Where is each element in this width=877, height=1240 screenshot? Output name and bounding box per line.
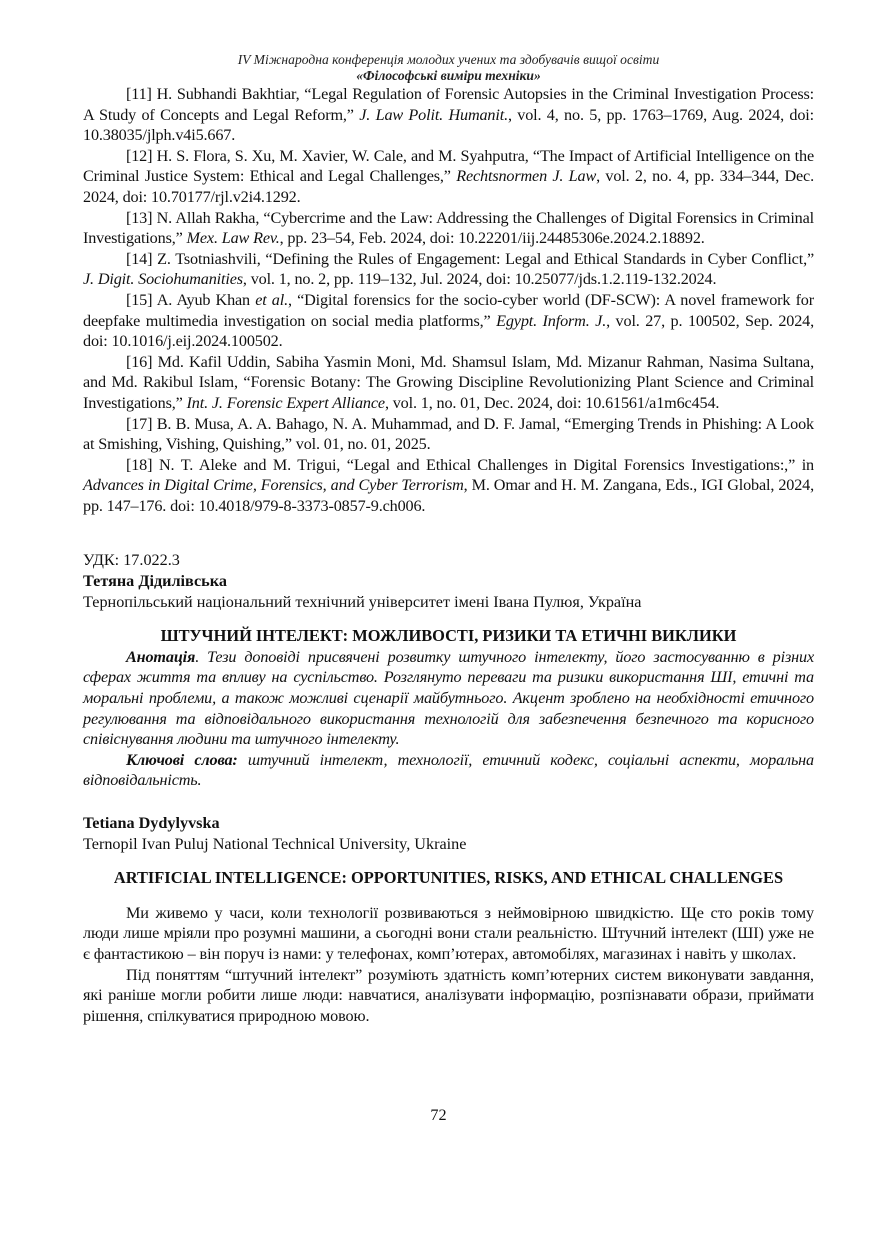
reference-item: [16] Md. Kafil Uddin, Sabiha Yasmin Moni, Md. Shamsul Islam, Md. Mizanur Rahman, Nasima Sultana, and Md. Rakibul Islam, “Forensic Botany: The Growing Discipline Revolutionizing Plant Science and Criminal Investigations,” Int. J. Forensic Expert Alliance, vol. 1, no. 01, Dec. 2024, doi: 10.61561/a1m6c454. bbox=[83, 352, 814, 412]
document-page bbox=[83, 52, 814, 1026]
affiliation-en: Ternopil Ivan Puluj National Technical University, Ukraine bbox=[83, 834, 467, 853]
keywords: Ключові слова: штучний інтелект, технології, етичний кодекс, соціальні аспекти, моральна відповідальність. bbox=[83, 750, 814, 790]
conference-title: «Філософські виміри техніки» bbox=[356, 68, 541, 83]
reference-item: [13] N. Allah Rakha, “Cybercrime and the Law: Addressing the Challenges of Digital Forensics in Criminal Investigations,” Mex. Law Rev., pp. 23–54, Feb. 2024, doi: 10.22201/iij.24485306e.2024.2.18892. bbox=[83, 208, 814, 248]
body-paragraph: Ми живемо у часи, коли технології розвиваються з неймовірною швидкістю. Ще сто років тому люди лише мріяли про розумні машини, а сьогодні вони стали реальністю. Штучний інтелект (ШІ) уже не є фантастикою – він поруч із нами: у телефонах, комп’ютерах, автомобілях, магазинах і навіть у школах. bbox=[83, 903, 814, 963]
reference-item: [18] N. T. Aleke and M. Trigui, “Legal and Ethical Challenges in Digital Forensics Investigations:,” in Advances in Digital Crime, Forensics, and Cyber Terrorism, M. Omar and H. M. Zangana, Eds., IGI Global, 2024, pp. 147–176. doi: 10.4018/979-8-3373-0857-9.ch006. bbox=[83, 455, 814, 515]
conference-name: IV Міжнародна конференція молодих учених та здобувачів вищої освіти bbox=[237, 52, 660, 67]
reference-list bbox=[83, 84, 814, 516]
running-header bbox=[83, 52, 814, 84]
udc-code: УДК: 17.022.3 bbox=[83, 551, 180, 570]
article-title-en: ARTIFICIAL INTELLIGENCE: OPPORTUNITIES, RISKS, AND ETHICAL CHALLENGES bbox=[113, 868, 784, 888]
reference-item: [17] B. B. Musa, A. A. Bahago, N. A. Muhammad, and D. F. Jamal, “Emerging Trends in Phishing: A Look at Smishing, Vishing, Quishing,” vol. 01, no. 01, 2025. bbox=[83, 414, 814, 454]
reference-item: [14] Z. Tsotniashvili, “Defining the Rules of Engagement: Legal and Ethical Standards in Cyber Conflict,” J. Digit. Sociohumanities, vol. 1, no. 2, pp. 119–132, Jul. 2024, doi: 10.25077/jds.1.2.119-132.2024. bbox=[83, 249, 814, 289]
reference-item: [15] A. Ayub Khan et al., “Digital forensics for the socio-cyber world (DF-SCW): A novel framework for deepfake multimedia investigation on social media platforms,” Egypt. Inform. J., vol. 27, p. 100502, Sep. 2024, doi: 10.1016/j.eij.2024.100502. bbox=[83, 290, 814, 351]
article-title-ua: ШТУЧНИЙ ІНТЕЛЕКТ: МОЖЛИВОСТІ, РИЗИКИ ТА ЕТИЧНІ ВИКЛИКИ bbox=[160, 626, 737, 646]
author-name-ua: Тетяна Дідилівська bbox=[83, 572, 227, 591]
reference-item: [11] H. Subhandi Bakhtiar, “Legal Regulation of Forensic Autopsies in the Criminal Investigation Process: A Study of Concepts and Legal Reform,” J. Law Polit. Humanit., vol. 4, no. 5, pp. 1763–1769, Aug. 2024, doi: 10.38035/jlph.v4i5.667. bbox=[83, 85, 814, 145]
author-name-en: Tetiana Dydylyvska bbox=[83, 814, 220, 832]
body-paragraph: Під поняттям “штучний інтелект” розуміють здатність комп’ютерних систем виконувати завдання, які раніше могли робити лише люди: навчатися, аналізувати інформацію, розпізнавати образи, приймати рішення, спілкуватися природною мовою. bbox=[83, 965, 814, 1025]
page-number: 72 bbox=[430, 1106, 447, 1124]
affiliation-ua: Тернопільський національний технічний університет імені Івана Пулюя, Україна bbox=[83, 592, 642, 611]
reference-item: [12] H. S. Flora, S. Xu, M. Xavier, W. Cale, and M. Syahputra, “The Impact of Artificial Intelligence on the Criminal Justice System: Ethical and Legal Challenges,” Rechtsnormen J. Law, vol. 2, no. 4, pp. 334–344, Dec. 2024, doi: 10.70177/rjl.v2i4.1292. bbox=[83, 146, 814, 206]
abstract: Анотація. Тези доповіді присвячені розвитку штучного інтелекту, його застосуванню в різних сферах життя та впливу на суспільство. Розглянуто переваги та ризики використання ШІ, етичні та моральні проблеми, а також можливі сценарії майбутнього. Акцент зроблено на необхідності етичного регулювання та відповідального використання технологій для забезпечення безпечного та корисного співіснування людини та штучного інтелекту. bbox=[83, 647, 814, 749]
